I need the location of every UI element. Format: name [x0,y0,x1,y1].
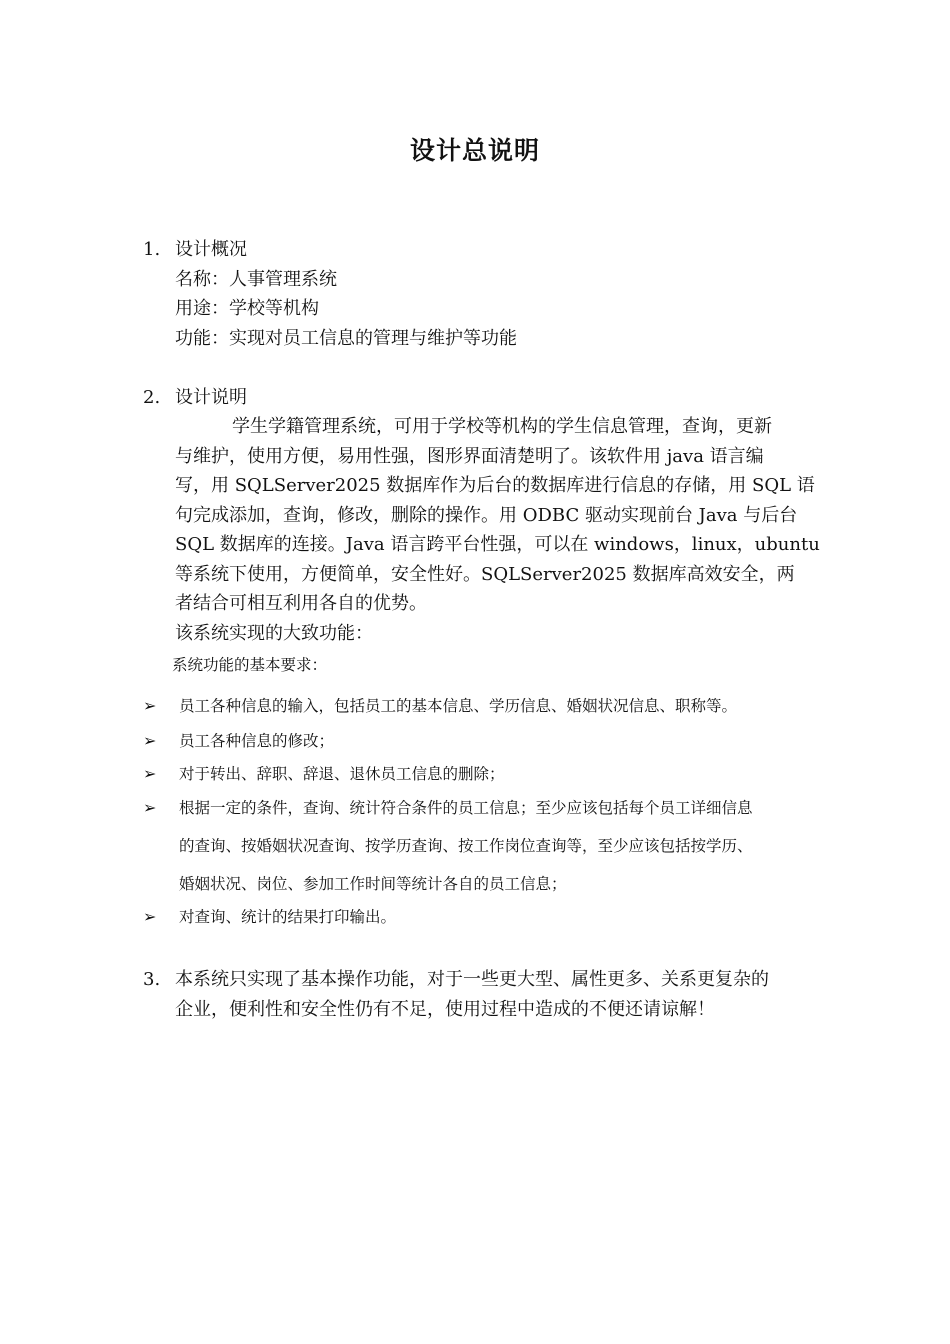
section-2-heading: 设计说明 [175,387,247,408]
bullet-arrow-icon: ➢ [143,696,157,715]
paragraph-line: SQL 数据库的连接。Java 语言跨平台性强，可以在 windows，linux，ubuntu [175,534,820,555]
features-intro: 该系统实现的大致功能： [175,623,373,644]
list-item-continuation: 的查询、按婚姻状况查询、按学历查询、按工作岗位查询等，至少应该包括按学历、 [179,837,753,855]
paragraph-line: 等系统下使用，方便简单，安全性好。SQLServer2025 数据库高效安全，两 [175,564,795,585]
page-title: 设计总说明 [409,136,540,165]
section-3-line: 本系统只实现了基本操作功能，对于一些更大型、属性更多、关系更复杂的 [175,969,769,990]
list-item: 根据一定的条件，查询、统计符合条件的员工信息；至少应该包括每个员工详细信息 [179,799,753,817]
requirements-intro: 系统功能的基本要求： [172,656,328,674]
bullet-arrow-icon: ➢ [143,731,157,750]
paragraph-line: 写，用 SQLServer2025 数据库作为后台的数据库进行信息的存储，用 SQL 语 [175,475,815,496]
list-item-continuation: 婚姻状况、岗位、参加工作时间等统计各自的员工信息； [179,875,567,893]
paragraph-line: 句完成添加，查询，修改，删除的操作。用 ODBC 驱动实现前台 Java 与后台 [175,505,798,526]
list-item: 对于转出、辞职、辞退、退休员工信息的删除； [179,765,505,783]
section-1-number: 1. [143,239,161,260]
section-1-name-line: 名称：人事管理系统 [175,269,337,290]
paragraph-line: 与维护，使用方便，易用性强，图形界面清楚明了。该软件用 java 语言编 [175,446,764,467]
paragraph-line: 学生学籍管理系统，可用于学校等机构的学生信息管理，查询，更新 [232,416,772,437]
section-1-function-line: 功能：实现对员工信息的管理与维护等功能 [175,328,517,349]
list-item: 对查询、统计的结果打印输出。 [179,908,397,926]
list-item: 员工各种信息的修改； [179,732,335,750]
list-item: 员工各种信息的输入，包括员工的基本信息、学历信息、婚姻状况信息、职称等。 [179,697,738,715]
section-3-number: 3. [143,969,161,990]
bullet-arrow-icon: ➢ [143,907,157,926]
section-1-heading: 设计概况 [175,239,247,260]
bullet-arrow-icon: ➢ [143,764,157,783]
paragraph-line: 者结合可相互利用各自的优势。 [175,593,427,614]
section-3-line: 企业，便利性和安全性仍有不足，使用过程中造成的不便还请谅解！ [175,999,715,1020]
bullet-arrow-icon: ➢ [143,798,157,817]
section-2-number: 2. [143,387,161,408]
section-1-purpose-line: 用途：学校等机构 [175,298,319,319]
